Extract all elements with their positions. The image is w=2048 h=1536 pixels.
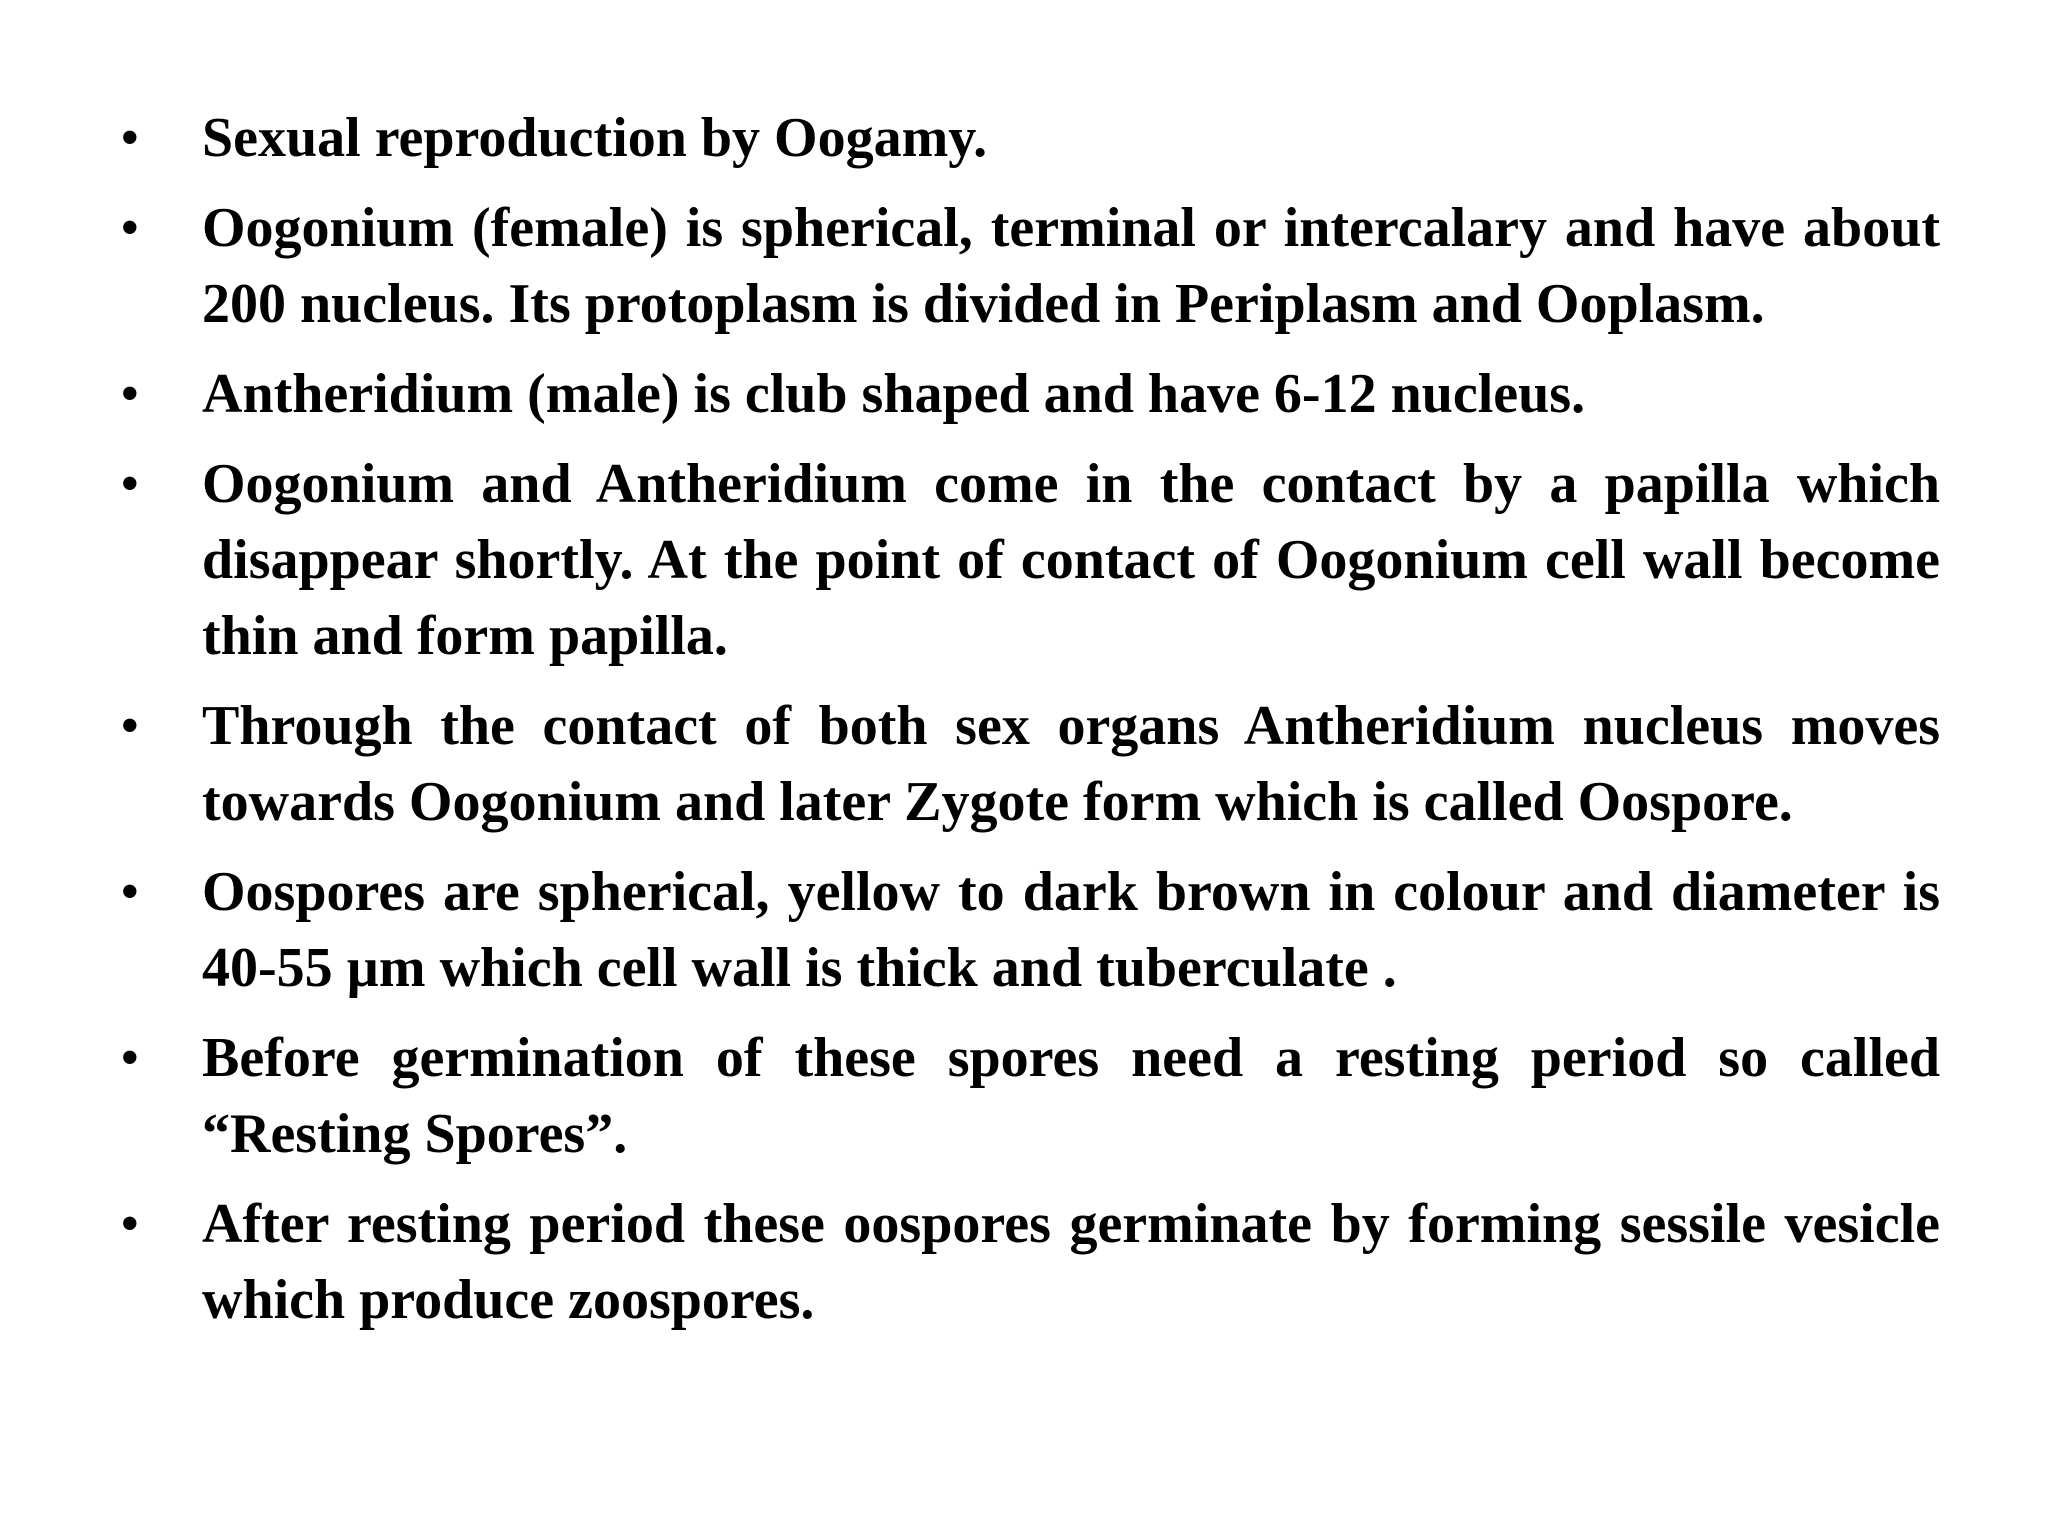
bullet-dot-icon: • bbox=[120, 363, 140, 425]
bullet-dot-icon: • bbox=[120, 453, 140, 515]
bullet-text: Sexual reproduction by Oogamy. bbox=[202, 107, 988, 169]
bullet-text: Through the contact of both sex organs Antheridium nucleus moves towards Oogonium and later Zygote form which is called Oospore. bbox=[202, 695, 1940, 833]
bullet-dot-icon: • bbox=[120, 861, 140, 923]
bullet-dot-icon: • bbox=[120, 107, 140, 169]
bullet-item bbox=[120, 854, 1940, 1006]
bullet-dot-icon: • bbox=[120, 197, 140, 259]
bullet-text: Oogonium and Antheridium come in the contact by a papilla which disappear shortly. At the point of contact of Oogonium cell wall become thin and form papilla. bbox=[202, 453, 1940, 667]
bullet-item bbox=[120, 1020, 1940, 1172]
bullet-dot-icon: • bbox=[120, 1027, 140, 1089]
bullet-item bbox=[120, 1186, 1940, 1338]
bullet-item bbox=[120, 356, 1940, 432]
bullet-dot-icon: • bbox=[120, 1193, 140, 1255]
bullet-text: Antheridium (male) is club shaped and have 6-12 nucleus. bbox=[202, 363, 1586, 425]
bullet-text: Oospores are spherical, yellow to dark brown in colour and diameter is 40-55 µm which cell wall is thick and tuberculate . bbox=[202, 861, 1940, 999]
bullet-text: Oogonium (female) is spherical, terminal or intercalary and have about 200 nucleus. Its protoplasm is divided in Periplasm and Ooplasm. bbox=[202, 197, 1940, 335]
bullet-item bbox=[120, 100, 1940, 176]
bullet-dot-icon: • bbox=[120, 695, 140, 757]
bullet-item bbox=[120, 688, 1940, 840]
bullet-text: After resting period these oospores germinate by forming sessile vesicle which produce zoospores. bbox=[202, 1193, 1940, 1331]
bullet-text: Before germination of these spores need a resting period so called “Resting Spores”. bbox=[202, 1027, 1940, 1165]
bullet-item bbox=[120, 190, 1940, 342]
bullet-list bbox=[120, 100, 1940, 1338]
bullet-item bbox=[120, 446, 1940, 674]
